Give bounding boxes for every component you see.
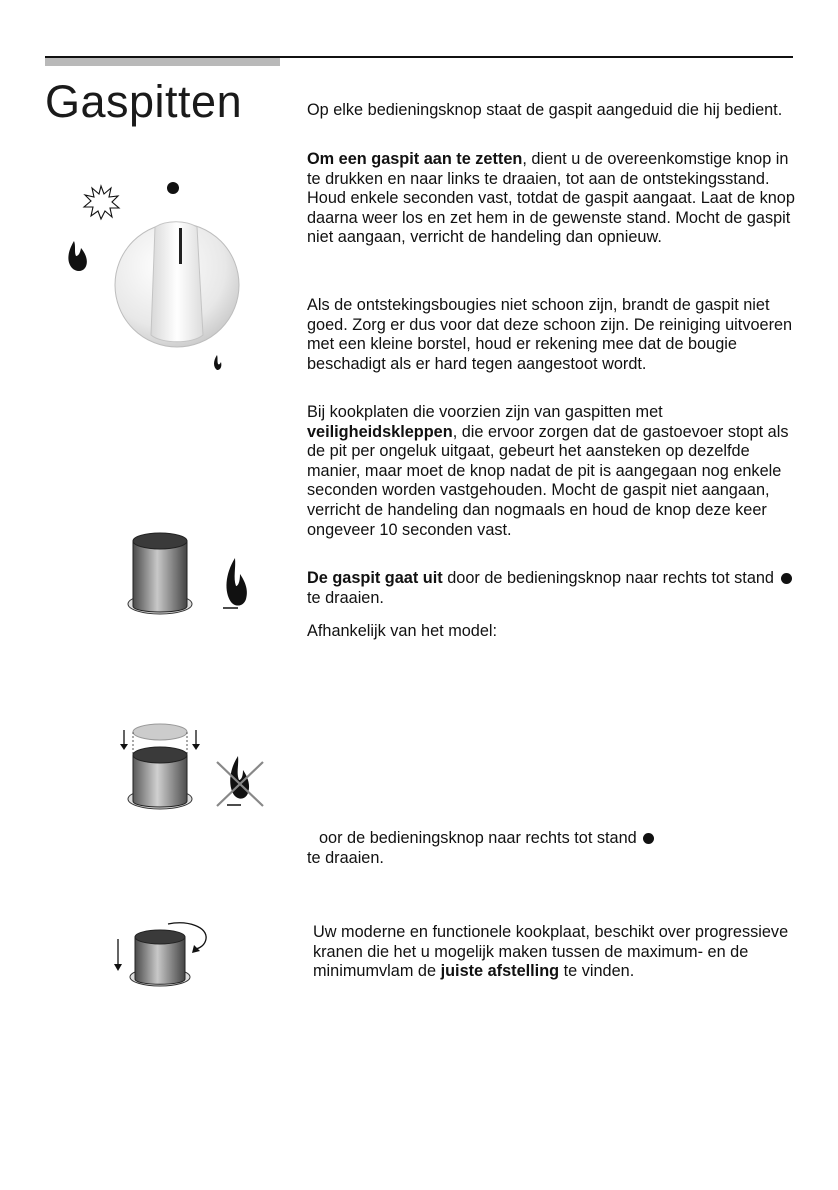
page-title: Gaspitten (45, 76, 243, 127)
paragraph-turn-right: oor de bedieningsknop naar rechts tot stand te draaien. (307, 829, 737, 868)
paragraph-ignite: Om een gaspit aan te zetten, dient u de overeenkomstige knop in te drukken en naar links te draaien, tot aan de ontstekingsstand. Houd enkele seconden vast, totdat de gaspit aangaat. Laat de knop daarna weer los en zet hem in de gewenste stand. Mocht de gaspit niet aangaan, verricht de handeling dan opnieuw. (307, 150, 795, 247)
turn-off-heading: De gaspit gaat uit (307, 569, 443, 587)
burner-rotate-illustration (108, 915, 218, 995)
spark-icon (84, 186, 119, 219)
off-position-icon (167, 182, 179, 194)
flame-large-icon (68, 241, 86, 271)
paragraph-turn-off: De gaspit gaat uit door de bedieningsknop naar rechts tot stand te draaien. (307, 569, 797, 608)
burner-on-illustration (120, 528, 260, 628)
paragraph-spark-plugs: Als de ontstekingsbougies niet schoon zijn, brandt de gaspit niet goed. Zorg er dus voor dat deze schoon zijn. De reiniging uitvoeren met een kleine borstel, houd er rekening mee dat de bougie beschadigt als er hard tegen aangestoot wordt. (307, 296, 793, 373)
off-position-icon (781, 573, 792, 584)
safety-valves-term: veiligheidskleppen (307, 422, 453, 441)
ignite-heading: Om een gaspit aan te zetten (307, 150, 523, 168)
push-down-arrow-icon (114, 939, 122, 971)
control-knob-illustration (55, 170, 245, 380)
flame-small-icon (214, 355, 221, 370)
title-underline (45, 58, 280, 66)
paragraph-model-dependent: Afhankelijk van het model: (307, 622, 498, 640)
burner-off-illustration (113, 722, 273, 822)
paragraph-safety-valves: Bij kookplaten die voorzien zijn van gaspitten met veiligheidskleppen, die ervoor zorgen dat de gastoevoer stopt als de pit per ongeluk uitgaat, gebeurt het aansteken op dezelfde manier, maar moet de knop nadat de pit is aangegaan nog enkele seconden worden vastgehouden. Mocht de gaspit niet aangaan, verricht de handeling dan nogmaals en houd de knop deze keer ongeveer 10 seconden vast. (307, 403, 789, 539)
paragraph-progressive-taps: Uw moderne en functionele kookplaat, beschikt over progressieve kranen die het u mogelijk maken tussen de maximum- en de minimumvlam de juiste afstelling te vinden. (313, 923, 789, 981)
paragraph-knob-marking: Op elke bedieningsknop staat de gaspit aangeduid die hij bedient. (307, 101, 783, 119)
flame-crossed-icon (217, 756, 263, 806)
adjustment-term: juiste afstelling (440, 962, 560, 981)
flame-large-icon (223, 558, 247, 608)
off-position-icon (643, 833, 654, 844)
